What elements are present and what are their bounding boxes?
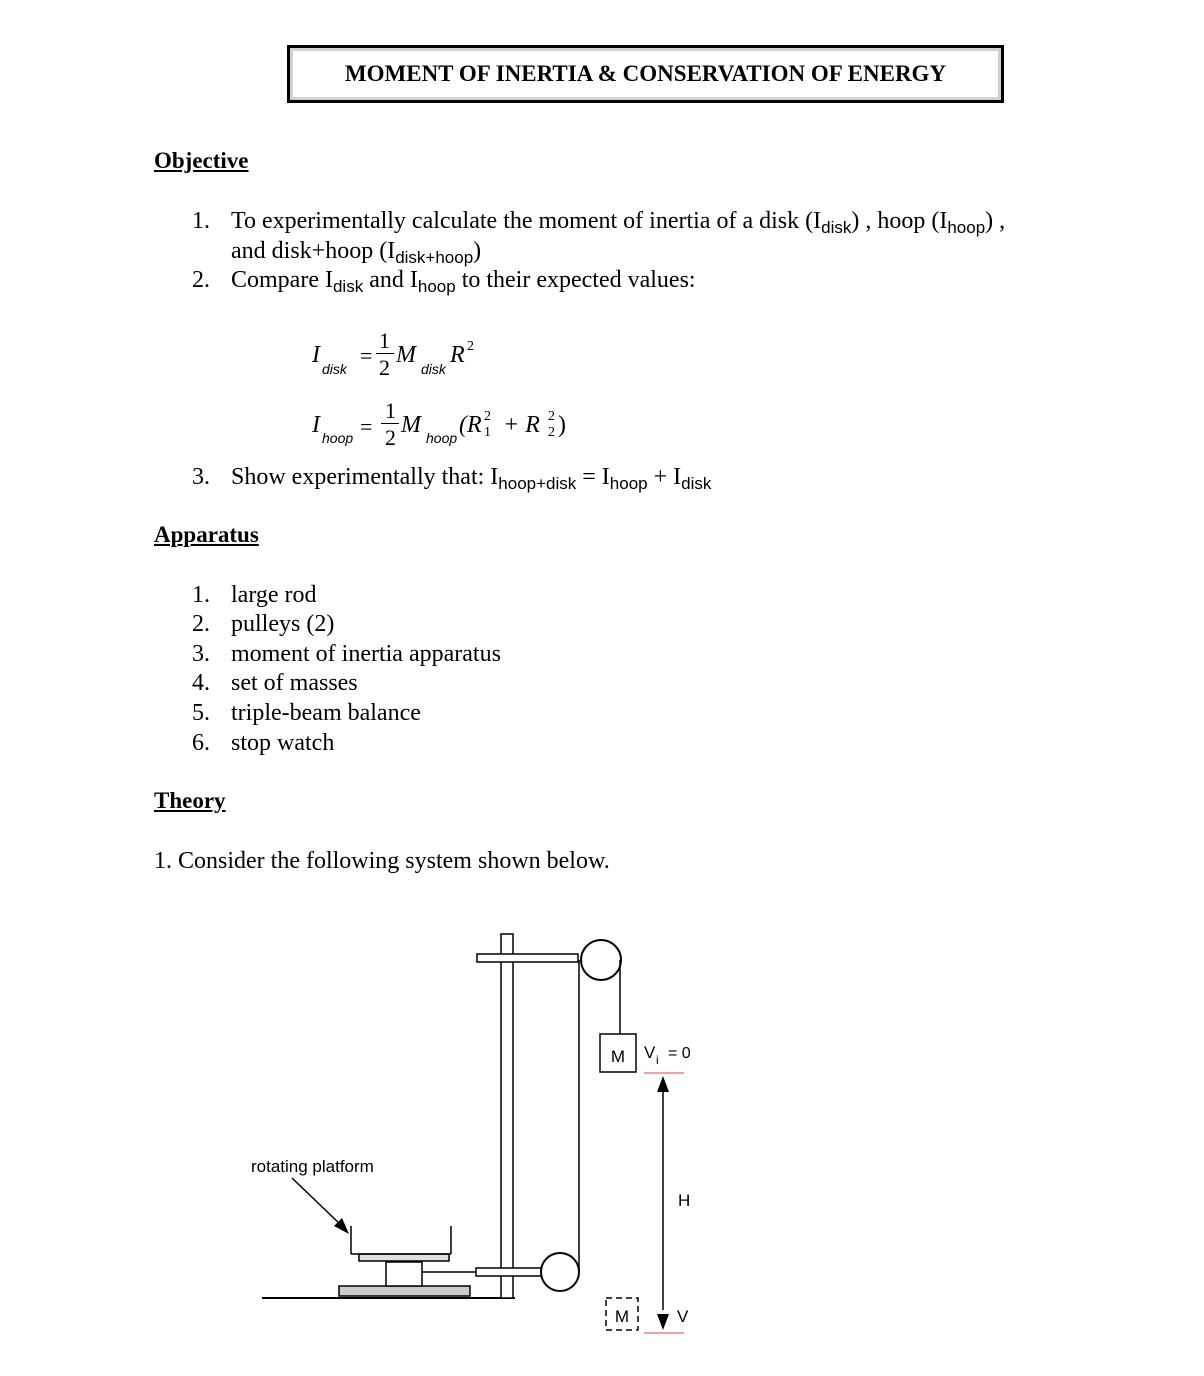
svg-text:= 0: = 0 — [668, 1045, 691, 1062]
platform-base — [339, 1286, 470, 1296]
platform-pointer — [292, 1178, 342, 1226]
large-rod — [501, 934, 513, 1298]
list-item: stop watch — [231, 730, 335, 756]
theory-heading: Theory — [154, 788, 226, 813]
lower-pulley — [541, 1253, 579, 1291]
top-pulley — [581, 940, 621, 980]
page-title: MOMENT OF INERTIA & CONSERVATION OF ENERGY — [287, 45, 1004, 103]
apparatus-diagram — [240, 920, 710, 1350]
apparatus-heading: Apparatus — [154, 522, 259, 547]
rotating-platform — [359, 1254, 449, 1261]
top-crossbar — [477, 954, 578, 962]
height-arrow-head-down — [657, 1314, 669, 1330]
mass-bottom-label: M — [614, 1307, 630, 1326]
mass-top-label: M — [610, 1047, 626, 1066]
theory-item-1: 1. Consider the following system shown below. — [154, 848, 610, 874]
list-item: moment of inertia apparatus — [231, 641, 501, 667]
height-arrow-head-up — [657, 1076, 669, 1092]
objective-heading: Objective — [154, 148, 249, 173]
list-item: pulleys (2) — [231, 611, 335, 637]
list-item: set of masses — [231, 670, 358, 696]
svg-text:i: i — [656, 1053, 659, 1067]
v-label: V — [677, 1307, 689, 1326]
list-item: large rod — [231, 582, 317, 608]
list-item: triple-beam balance — [231, 700, 421, 726]
vi-label: V — [644, 1043, 656, 1062]
height-label: H — [678, 1191, 691, 1210]
rotating-platform-label: rotating platform — [251, 1157, 374, 1176]
platform-spindle — [386, 1262, 422, 1286]
